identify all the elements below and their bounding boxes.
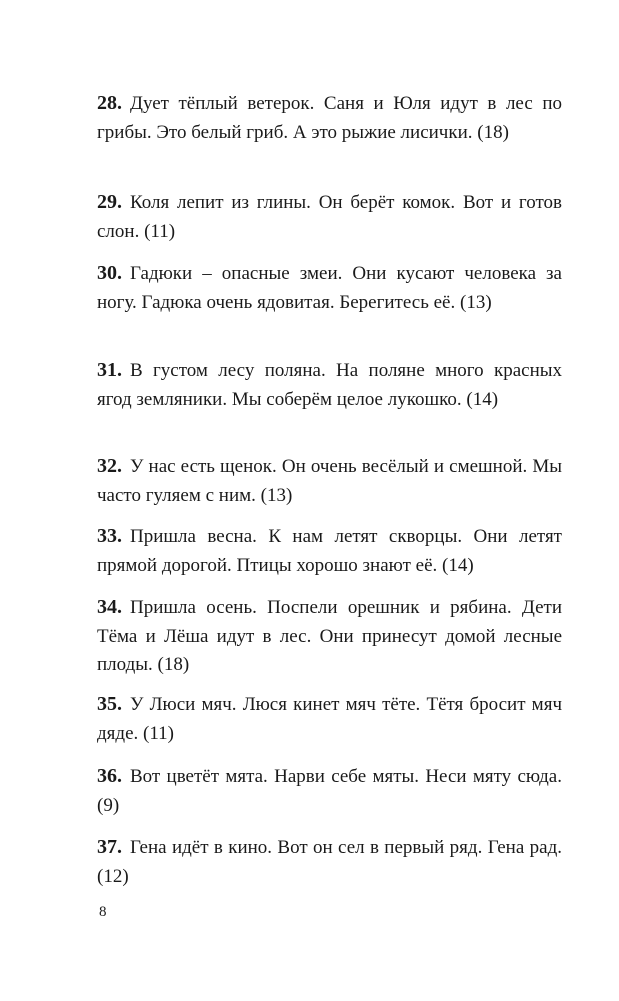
exercise-number: 36. xyxy=(97,765,122,787)
exercise-text: Гадюки – опасные змеи. Они кусают человека за ногу. Гадюка очень ядовитая. Берегитесь её. (13) xyxy=(97,263,562,313)
exercise-text: В густом лесу поляна. На поляне много красных ягод земляники. Мы соберём целое лукошко. (14) xyxy=(97,360,562,410)
exercise-number: 31. xyxy=(97,359,122,381)
exercise-30 xyxy=(97,259,562,317)
exercise-28 xyxy=(97,89,562,147)
exercise-text: Пришла осень. Поспели орешник и рябина. Дети Тёма и Лёша идут в лес. Они принесут домой лесные плоды. (18) xyxy=(97,597,562,675)
exercise-text: Вот цветёт мята. Нарви себе мяты. Неси мяту сюда. (9) xyxy=(97,766,562,816)
exercise-33 xyxy=(97,522,562,580)
exercise-number: 32. xyxy=(97,455,122,477)
exercise-number: 28. xyxy=(97,92,122,114)
exercise-number: 34. xyxy=(97,596,122,618)
exercise-text: Дует тёплый ветерок. Саня и Юля идут в лес по грибы. Это белый гриб. А это рыжие лисички. (18) xyxy=(97,93,562,143)
exercise-36 xyxy=(97,762,562,820)
exercise-text: У нас есть щенок. Он очень весёлый и смешной. Мы часто гуляем с ним. (13) xyxy=(97,456,562,506)
exercise-text: Коля лепит из глины. Он берёт комок. Вот и готов слон. (11) xyxy=(97,192,562,242)
exercise-31 xyxy=(97,356,562,414)
exercise-32 xyxy=(97,452,562,510)
exercise-number: 37. xyxy=(97,836,122,858)
exercise-number: 35. xyxy=(97,693,122,715)
exercise-text: Пришла весна. К нам летят скворцы. Они летят прямой дорогой. Птицы хорошо знают её. (14) xyxy=(97,526,562,576)
page-number: 8 xyxy=(99,904,107,920)
exercise-number: 29. xyxy=(97,191,122,213)
exercise-number: 30. xyxy=(97,262,122,284)
exercise-37 xyxy=(97,833,562,891)
exercise-29 xyxy=(97,188,562,246)
exercise-35 xyxy=(97,690,562,748)
exercise-number: 33. xyxy=(97,525,122,547)
exercise-text: Гена идёт в кино. Вот он сел в первый ряд. Гена рад. (12) xyxy=(97,837,562,887)
exercise-34 xyxy=(97,593,562,680)
exercise-text: У Люси мяч. Люся кинет мяч тёте. Тётя бросит мяч дяде. (11) xyxy=(97,694,562,744)
